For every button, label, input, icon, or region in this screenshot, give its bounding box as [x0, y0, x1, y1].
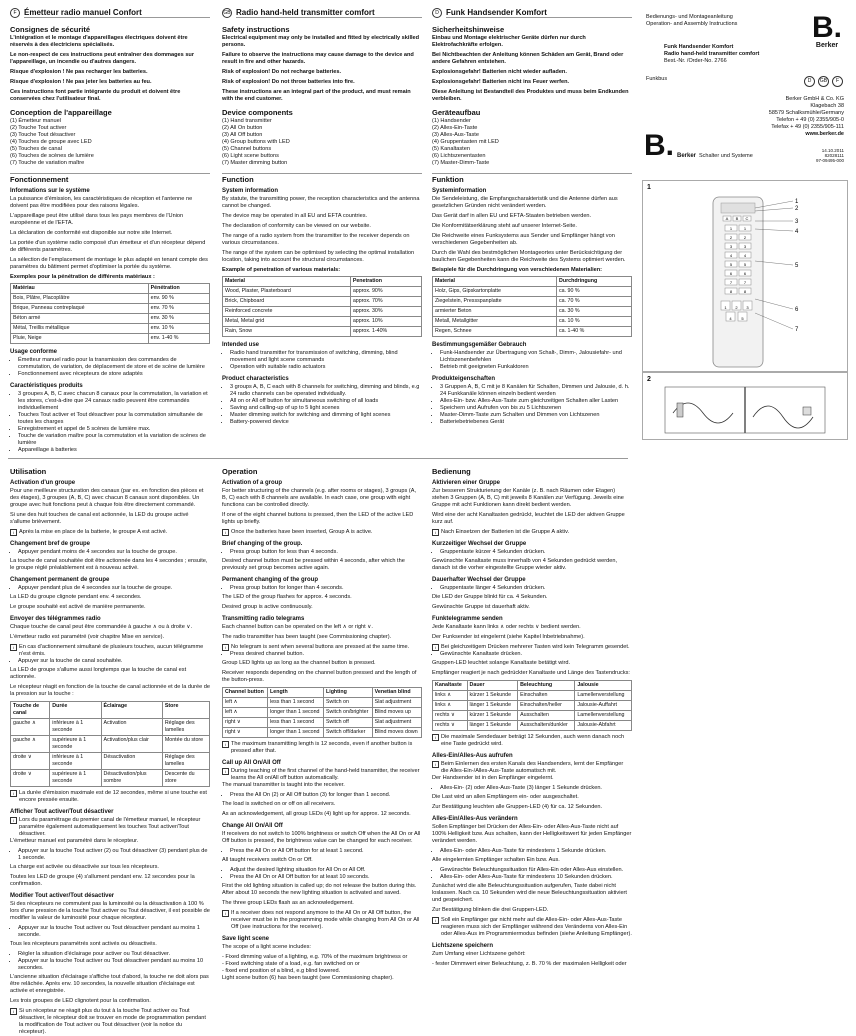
- channel-key-label: 1: [729, 225, 733, 231]
- info-icon: i: [222, 768, 229, 775]
- berker-logo: B. Berker: [812, 11, 842, 49]
- callout-4: 4: [795, 229, 799, 235]
- note: i Die maximale Sendedauer beträgt 12 Sekunden, auch wenn danach noch eine Taste gedrückt wird.: [432, 734, 632, 748]
- subheading: Systeminformation: [432, 188, 487, 194]
- info-icon: i: [10, 1008, 17, 1015]
- figure-2: [642, 372, 848, 440]
- subheading: Aktivieren einer Gruppe: [432, 480, 501, 486]
- column-german-lower: Bedienung Aktivieren einer Gruppe Zur besseren Strukturierung der Kanäle (z. B. nach Räumen oder Etagen) stehen 3 Gruppen (A, B, C) mit jeweils 8 Kanälen zur Verfügung. Jeweils eine Gruppe mit acht Funktionen kann direkt bedient werden. Wird eine der acht Kanaltasten gedrückt, leuchtet die LED der aktiven Gruppe kurz auf. i Nach Einsetzen der Batterien ist die Gruppe A aktiv. Kurzzeitiger Wechsel der Gruppe • Gruppentaste kürzer 4 Sekunden drücken. Gewünschte Kanaltaste muss innerhalb von 4 Sekunden gedrückt werden, danach ist die vorher eingestellte Gruppe wieder aktiv. Dauerhafter Wechsel der Gruppe • Gruppentaste länger 4 Sekunden drücken. Die LED der Gruppe blinkt für ca. 4 Sekunden. Gewünschte Gruppe ist dauerhaft aktiv. Funktelegramme senden Jede Kanaltaste kann links ∧ oder rechts ∨ bedient werden. Der Funksender ist eingelernt (siehe Kapitel Inbetriebnahme). i Bei gleichzeitigem Drücken mehrerer Tasten wird kein Telegramm gesendet. • Gewünschte Kanaltaste drücken. Gruppen-LED leuchtet solange Kanaltaste betätigt wird. Empfänger reagiert je nach gedrückter Kanaltaste und Länge des Tastendrucks: Kanaltaste Dauer Beleuchtung Jalousie links ∧ kürzer 1 Sekunde Einschalten Lamellenverstellung links ∧ länger 1 Sekunde Einschalten/heller Jalousie-Auffahrt rechts ∨ kürzer 1 Sekunde Ausschalten Lamellenverstellung rechts ∨ länger 1 Sekunde Ausschalten/dunkler Jalousie-Abfahrt i Die maximale Sendedauer beträgt 12 Sekunden, auch wenn danach noch eine Taste gedrückt wird. Alles-Ein/Alles-Aus aufrufen i Beim Einlernen des ersten Kanals des Handsenders, lernt der Empfänger die Alles-Ein-/Alles-Aus-Taste automatisch mit. Der Handsender ist in den Empfänger eingelernt. • Alles-Ein- (2) oder Alles-Aus-Taste (3) länger 1 Sekunde drücken. Die Last wird an allen Empfängern ein- oder ausgeschaltet. Zur Bestätigung leuchten alle Gruppen-LED (4) für ca. 12 Sekunden. Alles-Ein/Alles-Aus verändern Sollen Empfänger bei Drücken der Alles-Ein- oder Alles-Aus-Taste nicht auf 100% Helligkeit bzw. Aus schalten, kann der Helligkeitswert für jeden Empfänger verändert werden. • Alles-Ein- oder Alles-Aus-Taste für mindestens 1 Sekunde drücken. Alle eingelernten Empfänger schalten Ein bzw. Aus. • Gewünschte Beleuchtungssituation für Alles-Ein oder Alles-Aus einstellen. • Alles-Ein- oder Alles-Aus-Taste für mindestens 10 Sekunden drücken. Zunächst wird die alte Beleuchtungssituation aufgerufen, Taste dabei nicht loslassen. Nach ca. 10 Sekunden wird die neue Beleuchtungssituation aktiviert und gespeichert. Zur Bestätigung blinken die drei Gruppen-LED. i Soll ein Empfänger gar nicht mehr auf die Alles-Ein- oder Alles-Aus-Taste reagieren muss sich der Empfänger während des Veränderns von Alles-Ein oder Alles-Aus im Programmiermodus befinden (siehe Anleitung Empfänger). Lichtszene speichern Zum Umfang einer Lichtszene gehört: - fester Dimmwert einer Beleuchtung, z. B. 70 % der maximalen Helligkeit oder: [432, 462, 632, 968]
- info-icon: i: [432, 529, 439, 536]
- note: i Après la mise en place de la batterie, le groupe A est activé.: [10, 529, 210, 536]
- list: • Alles-Ein- (2) oder Alles-Aus-Taste (3) länger 1 Sekunde drücken.: [432, 785, 632, 792]
- subheading: Change All On/All Off: [222, 823, 283, 829]
- lang-badge: F: [832, 76, 843, 87]
- info-icon: i: [222, 910, 229, 917]
- note: i If a receiver does not respond anymore to the All On or All Off button, the receiver must be in the programming mode while changing from All On or All Off (see instructions for the receiver).: [222, 910, 422, 931]
- subheading: Beispiele für die Durchdringung von verschiedenen Materialien:: [432, 267, 603, 273]
- info-icon: i: [10, 644, 17, 651]
- lang-header-d: [432, 6, 632, 20]
- subheading: Usage conforme: [10, 349, 58, 355]
- list: • Appuyer sur la touche Tout activer ou Tout désactiver pendant au moins 1 seconde.: [10, 925, 210, 939]
- subheading: Permanent changing of the group: [222, 577, 319, 583]
- list: • Press group button for longer than 4 seconds.: [222, 585, 422, 592]
- note: i No telegram is sent when several buttons are pressed at the same time.: [222, 644, 422, 651]
- scene-key-label: 5: [741, 315, 744, 321]
- subheading: Envoyer des télégrammes radio: [10, 616, 101, 622]
- scene-key-label: 4: [729, 315, 732, 321]
- subheading: Produkteigenschaften: [432, 376, 496, 382]
- channel-key-label: 7: [729, 279, 733, 285]
- product-info: Funk Handsender Komfort Radio hand-held transmitter comfort Best.-Nr. /Order-No. 2766: [664, 44, 760, 64]
- info-icon: i: [10, 790, 17, 797]
- subheading: Modifier Tout activer/Tout désactiver: [10, 893, 115, 899]
- heading: Funktion: [432, 173, 632, 183]
- channel-key-label: 7: [743, 279, 747, 285]
- callout-1: 1: [795, 199, 799, 205]
- subheading: Product characteristics: [222, 376, 289, 382]
- list: (1) Hand transmitter (2) All On button (3) All Off button (4) Group buttons with LED (5) Channel buttons (6) Light scene buttons (7) Master dimming button: [222, 118, 290, 166]
- paragraph: Electrical equipment may only be installed and fitted by electrically skilled persons. Failure to observe the instructions may cause damage to the device and result in fire and other hazards. Risk of explosion! Do not recharge batteries. Risk of explosion! Do not throw batteries into fire. These instructions are an integral part of the product, and must remain with the end customer.: [222, 35, 420, 102]
- channel-key-label: 8: [729, 288, 733, 294]
- berker-logo-secondary: B. Berker Schalter und Systeme: [644, 129, 753, 162]
- subheading: Dauerhafter Wechsel der Gruppe: [432, 577, 526, 583]
- list: • Press the All On (2) or All Off button (3) for longer than 1 second.: [222, 792, 422, 799]
- subheading: Kurzzeitiger Wechsel der Gruppe: [432, 541, 527, 547]
- list: • Appuyer pendant plus de 4 secondes sur la touche de groupe.: [10, 585, 210, 592]
- subheading: Caractéristiques produits: [10, 383, 83, 389]
- list: • Alles-Ein- oder Alles-Aus-Taste für mindestens 1 Sekunde drücken.: [432, 848, 632, 855]
- figure-number: 2: [647, 376, 651, 383]
- address: Berker GmbH & Co. KG Klagebach 38 58579 Schalksmühle/Germany Telefon + 49 (0) 2355/905-0 Telefax + 49 (0) 2355/905-111 www.berker.de: [768, 96, 844, 137]
- list: • Appuyer pendant moins de 4 secondes sur la touche de groupe.: [10, 549, 210, 556]
- note: i En cas d'actionnement simultané de plusieurs touches, aucun télégramme n'est émis.: [10, 644, 210, 658]
- info-icon: i: [432, 761, 439, 768]
- channel-key-label: 2: [743, 234, 747, 240]
- note: i Si un récepteur ne réagit plus du tout à la touche Tout activer ou Tout désactiver, le récepteur doit se trouver en mode de programmation pendant la modification de Tout activer ou Tout désactiver (voir la notice du récepteur).: [10, 1008, 210, 1036]
- info-icon: i: [222, 644, 229, 651]
- subheading: Alles-Ein/Alles-Aus aufrufen: [432, 753, 513, 759]
- subheading: Call up All On/All Off: [222, 760, 281, 766]
- heading: Safety instructions: [222, 25, 290, 34]
- list: • Gruppentaste länger 4 Sekunden drücken.: [432, 585, 632, 592]
- penetration-table: Matériau Pénétration Bois, Plâtre, Placoplâtre env. 90 % Brique, Panneau contreplaqué env. 70 % Béton armé env. 30 % Métal, Treillis métallique env. 10 % Pluie, Neige env. 1-40 %: [10, 283, 210, 344]
- callout-5: 5: [795, 263, 799, 269]
- lang-header-fr: [10, 6, 210, 20]
- note: i Lors du paramétrage du premier canal de l'émetteur manuel, le récepteur paramètre également automatiquement les touches Tout activer/Tout désactiver.: [10, 817, 210, 838]
- list: • Appuyer sur la touche Tout activer (2) ou Tout désactiver (3) pendant plus de 1 seconde.: [10, 848, 210, 862]
- channel-key-label: 3: [729, 243, 733, 249]
- note: i The maximum transmitting length is 12 seconds, even if another button is pressed after that.: [222, 741, 422, 755]
- info-icon: i: [432, 644, 439, 651]
- subheading: Bestimmungsgemäßer Gebrauch: [432, 342, 527, 348]
- subheading: Brief changing of the group.: [222, 541, 303, 547]
- penetration-table: Material Durchdringung Holz, Gips, Gipskartonplatte ca. 90 % Ziegelstein, Pressspanplatte ca. 70 % armierter Beton ca. 30 % Metall, Metallgitter ca. 10 % Regen, Schnee ca. 1-40 %: [432, 276, 632, 337]
- list: • Appuyer sur la touche de canal souhaitée.: [10, 658, 210, 665]
- subheading: Exemples pour la pénétration de différents matériaux :: [10, 274, 155, 280]
- subheading: Activation of a group: [222, 480, 282, 486]
- paragraph: Si une des huit touches de canal est actionnée, la LED du groupe activé s'allume brièvement.: [10, 512, 189, 525]
- column-english: [222, 0, 422, 428]
- channel-key-label: 5: [729, 261, 733, 267]
- note: i Once the batteries have been inserted, Group A is active.: [222, 529, 422, 536]
- figure-1: [642, 180, 848, 372]
- list: • 3 groupes A, B, C avec chacun 8 canaux pour la commutation, la variation et les stores, c'est-à-dire que 24 canaux radio peuvent être commandés individuellement • Touches Tout activer et Tout désactiver pour la commutation simultanée de toutes les charges • Enregistrement et appel de 5 scènes de lumière max. • Touche de variation maître pour la commutation et la variation de scènes de lumière • Appareillage à batteries: [10, 391, 210, 454]
- lang-badge: D: [804, 76, 815, 87]
- info-icon: i: [222, 741, 229, 748]
- channel-table: Channel button Length Lighting Venetian blind left ∧ less than 1 second Switch on Slat adjustment left ∧ longer than 1 second Switch on/brighter Blind moves up right ∨ less than 1 second Switch off Slat adjustment right ∨ longer than 1 second Switch off/darker Blind moves down: [222, 687, 422, 738]
- channel-table: Kanaltaste Dauer Beleuchtung Jalousie links ∧ kürzer 1 Sekunde Einschalten Lamellenverstellung links ∧ länger 1 Sekunde Einschalten/heller Jalousie-Auffahrt rechts ∨ kürzer 1 Sekunde Ausschalten Lamellenverstellung rechts ∨ länger 1 Sekunde Ausschalten/dunkler Jalousie-Abfahrt: [432, 680, 632, 731]
- radio-range-drawing: [643, 373, 847, 439]
- lang-badge: GB: [223, 10, 231, 16]
- subheading: Alles-Ein/Alles-Aus verändern: [432, 816, 518, 822]
- channel-key-label: 3: [743, 243, 747, 249]
- language-badges: [804, 76, 843, 87]
- group-key-label: A: [725, 215, 729, 221]
- heading: Consignes de sécurité: [10, 25, 91, 34]
- channel-key-label: 8: [743, 288, 747, 294]
- channel-key-label: 4: [743, 252, 747, 258]
- list: • Adjust the desired lighting situation for All On or All Off. • Press the All On or All Off button for at least 10 seconds.: [222, 867, 422, 881]
- subheading: Changement bref de groupe: [10, 541, 91, 547]
- subheading: Example of penetration of various materials:: [222, 267, 341, 273]
- column-german: [432, 0, 632, 428]
- funkbus-label: Funkbus: [646, 76, 668, 82]
- paragraph: Pour une meilleure structuration des canaux (par ex. en fonction des pièces et des étages), 3 groupes (A, B, C) avec chacun 8 canaux sont disponibles. Un groupe avec huit fonctions peut à chaque fois être directement commandé.: [10, 488, 204, 508]
- list: • Press the All On or All Off button for at least 1 second.: [222, 848, 422, 855]
- list: • Funk-Handsender zur Übertragung von Schalt-, Dimm-, Jalousiefahr- und Lichtszenenbefehlen • Betrieb mit geeigneten Funkaktoren: [432, 350, 632, 371]
- paragraph: L'intégration et le montage d'appareillages électriques doivent être réservés à des électriciens spécialisés. Le non-respect de ces instructions peut entraîner des dommages sur l'appareillage, un incendie ou d'autres dangers. Risque d'explosion ! Ne pas recharger les batteries. Risque d'explosion ! Ne pas jeter les batteries au feu. Ces instructions font partie intégrante du produit et doivent être conservées chez l'utilisateur final.: [10, 35, 195, 102]
- list: • Gewünschte Beleuchtungssituation für Alles-Ein oder Alles-Aus einstellen. • Alles-Ein- oder Alles-Aus-Taste für mindestens 10 Sekunden drücken.: [432, 867, 632, 881]
- note: i Beim Einlernen des ersten Kanals des Handsenders, lernt der Empfänger die Alles-Ein-/Alles-Aus-Taste automatisch mit.: [432, 761, 632, 775]
- callout-2: 2: [795, 206, 799, 212]
- section-title: Radio hand-held transmitter comfort: [236, 9, 422, 18]
- section-divider: [8, 458, 628, 459]
- doc-codes: 14.10.2011 82028111 97-09495-000: [815, 148, 844, 163]
- list: • Gruppentaste kürzer 4 Sekunden drücken.: [432, 549, 632, 556]
- channel-key-label: 2: [729, 234, 733, 240]
- heading: Bedienung: [432, 467, 471, 476]
- list: • 3 groups A, B, C each with 8 channels for switching, dimming and blinds, e.g 24 radio channels can be operated individually. • All on or All off button for simultaneous switching of all loads • Saving and calling-up of up to 5 light scenes • Master dimming switch for switching and dimming of light scenes • Battery-powered device: [222, 384, 422, 426]
- scene-key-label: 3: [746, 304, 749, 310]
- subheading: Activation d'un groupe: [10, 480, 76, 486]
- heading: Device components: [222, 108, 293, 117]
- subheading: Intended use: [222, 342, 260, 348]
- info-icon: i: [432, 734, 439, 741]
- heading: Function: [222, 173, 422, 183]
- channel-key-label: 5: [743, 261, 747, 267]
- note: i Nach Einsetzen der Batterien ist die Gruppe A aktiv.: [432, 529, 632, 536]
- heading: Utilisation: [10, 467, 47, 476]
- subheading: Lichtszene speichern: [432, 943, 494, 949]
- list: • Press desired channel button.: [222, 651, 422, 658]
- heading: Fonctionnement: [10, 173, 210, 183]
- subheading: Save light scene: [222, 936, 270, 942]
- subheading: System information: [222, 188, 279, 194]
- lang-header-gb: [222, 6, 422, 20]
- figure-number: 1: [647, 184, 651, 191]
- section-title: Funk Handsender Komfort: [446, 9, 632, 18]
- note: i La durée d'émission maximale est de 12 secondes, même si une touche est encore pressée ensuite.: [10, 790, 210, 804]
- info-icon: i: [10, 817, 17, 824]
- list: (1) Handsender (2) Alles-Ein-Taste (3) Alles-Aus-Taste (4) Gruppentasten mit LED (5) Kanaltasten (6) Lichtszenentasten (7) Master-Dimm-Taste: [432, 118, 499, 166]
- heading: Operation: [222, 467, 258, 476]
- list: • Gewünschte Kanaltaste drücken.: [432, 651, 632, 658]
- info-icon: i: [432, 917, 439, 924]
- paragraph: Einbau und Montage elektrischer Geräte dürfen nur durch Elektrofachkräfte erfolgen. Bei Nichtbeachten der Anleitung können Schäden am Gerät, Brand oder andere Gefahren entstehen. Explosionsgefahr! Batterien nicht wieder aufladen. Explosionsgefahr! Batterien nicht ins Feuer werfen. Diese Anleitung ist Bestandteil des Produktes und muss beim Endkunden verbleiben.: [432, 35, 629, 102]
- lang-badge: F: [10, 8, 20, 18]
- scene-key-label: 1: [724, 304, 727, 310]
- channel-key-label: 1: [743, 225, 747, 231]
- channel-key-label: 4: [729, 252, 733, 258]
- info-icon: i: [10, 529, 17, 536]
- list: • Régler la situation d'éclairage pour activer ou Tout désactiver. • Appuyer sur la touche Tout activer ou Tout désactiver pendant au moins 10 secondes.: [10, 951, 210, 972]
- channel-key-label: 6: [729, 270, 733, 276]
- list: • 3 Gruppen A, B, C mit je 8 Kanälen für Schalten, Dimmen und Jalousie, d. h. 24 Funkkanäle können einzeln bedient werden • Alles-Ein- bzw. Alles-Aus-Taste zum gleichzeitigen Schalten aller Lasten • Speichern und Aufrufen von bis zu 5 Lichtszenen • Master-Dimm-Taste zum Schalten und Dimmen von Lichtszenen • Batteriebetriebenes Gerät: [432, 384, 632, 426]
- section-title: Émetteur radio manuel Confort: [24, 9, 210, 18]
- heading: Sicherheitshinweise: [432, 25, 505, 34]
- column-english-lower: Operation Activation of a group For better structuring of the channels (e.g. after rooms or stages), 3 groups (A, B, C) each with 8 channels are available. In each case, one group with eight functions can be controlled directly. If one of the eight channel buttons is pressed, then the LED of the active LED lights up briefly. i Once the batteries have been inserted, Group A is active. Brief changing of the group. • Press group button for less than 4 seconds. Desired channel button must be pressed within 4 seconds, after which the previously set group becomes active again. Permanent changing of the group • Press group button for longer than 4 seconds. The LED of the group flashes for approx. 4 seconds. Desired group is active continuously. Transmitting radio telegrams Each channel button can be operated on the left ∧ or right ∨. The radio transmitter has been taught (see Commissioning chapter). i No telegram is sent when several buttons are pressed at the same time. • Press desired channel button. Group LED lights up as long as the channel button is pressed. Receiver responds depending on the channel button pressed and the length of the button-press. Channel button Length Lighting Venetian blind left ∧ less than 1 second Switch on Slat adjustment left ∧ longer than 1 second Switch on/brighter Blind moves up right ∨ less than 1 second Switch off Slat adjustment right ∨ longer than 1 second Switch off/darker Blind moves down i The maximum transmitting length is 12 seconds, even if another button is pressed after that. Call up All On/All Off i During teaching of the first channel of the hand-held transmitter, the receiver learns the All on/All off button automatically. The manual transmitter is taught into the receiver. • Press the All On (2) or All Off button (3) for longer than 1 second. The load is switched on or off on all receivers. As an acknowledgement, all group LEDs (4) light up for approx. 12 seconds. Change All On/All Off If receivers do not switch to 100% brightness or switch Off when the All On or All Off button is pressed, the brightness value can be changed for each receiver. • Press the All On or All Off button for at least 1 second. All taught receivers switch On or Off. • Adjust the desired lighting situation for All On or All Off. • Press the All On or All Off button for at least 10 seconds. First the old lighting situation is called up; do not release the button during this. After about 10 seconds the new lighting situation is activated and saved. The three group LEDs flash as an acknowledgement. i If a receiver does not respond anymore to the All On or All Off button, the receiver must be in the programming mode while changing from All On or All Off (see instructions for the receiver). Save light scene The scope of a light scene includes: - Fixed dimming value of a lighting, e.g. 70% of the maximum brightness or - Fixed switching state of a load, e.g. fan switched on or - fixed end position of a blind, e.g blind lowered. Light scene button (6) has been taught (see Commissioning chapter).: [222, 462, 422, 982]
- note: i Soll ein Empfänger gar nicht mehr auf die Alles-Ein- oder Alles-Aus-Taste reagieren muss sich der Empfänger während des Veränderns von Alles-Ein oder Alles-Aus im Programmiermodus befinden (siehe Anleitung Empfänger).: [432, 917, 632, 938]
- subheading: Funktelegramme senden: [432, 616, 503, 622]
- hand-transmitter-drawing: [643, 181, 847, 371]
- callout-6: 6: [795, 307, 799, 313]
- paragraph: La puissance d'émission, les caractéristiques de réception et l'antenne ne doivent pas être modifiées pour des raisons légales. L'appareillage peut être utilisé dans tous les pays membres de l'Union européenne et de l'EFTA. La déclaration de conformité est disponible sur notre site Internet. La portée d'un système radio composé d'un émetteur et d'un récepteur dépend de différents paramètres. La sélection de l'emplacement de montage le plus adapté en tenant compte des paramètres du bâtiment permet d'optimiser la portée du système.: [10, 196, 208, 270]
- callout-3: 3: [795, 219, 799, 225]
- list: • Radio hand transmitter for transmission of switching, dimming, blind movement and light scene commands • Operation with suitable radio actuators: [222, 350, 422, 371]
- penetration-table: Material Penetration Wood, Plaster, Plasterboard approx. 90% Brick, Chipboard approx. 70% Reinforced concrete approx. 30% Metal, Metal grid approx. 10% Rain, Snow approx. 1-40%: [222, 276, 422, 337]
- column-french-lower: Utilisation Activation d'un groupe Pour une meilleure structuration des canaux (par ex. en fonction des pièces et des étages), 3 groupes (A, B, C) avec chacun 8 canaux sont disponibles. Un groupe avec huit fonctions peut à chaque fois être directement commandé. Si une des huit touches de canal est actionnée, la LED du groupe activé s'allume brièvement. i Après la mise en place de la batterie, le groupe A est activé. Changement bref de groupe • Appuyer pendant moins de 4 secondes sur la touche de groupe. La touche de canal souhaitée doit être actionnée dans les 4 secondes ; ensuite, le groupe réglé préalablement est à nouveau activé. Changement permanent de groupe • Appuyer pendant plus de 4 secondes sur la touche de groupe. La LED du groupe clignote pendant env. 4 secondes. Le groupe souhaité est activé de manière permanente. Envoyer des télégrammes radio Chaque touche de canal peut être commandée à gauche ∧ ou à droite ∨. L'émetteur radio est paramétré (voir chapitre Mise en service). i En cas d'actionnement simultané de plusieurs touches, aucun télégramme n'est émis. • Appuyer sur la touche de canal souhaitée. La LED de groupe s'allume aussi longtemps que la touche de canal est actionnée. Le récepteur réagit en fonction de la touche de canal actionnée et de la durée de la pression sur la touche : Touche de canal Durée Éclairage Store gauche ∧ inférieure à 1 seconde Activation Réglage des lamelles gauche ∧ supérieure à 1 seconde Activation/plus clair Montée du store droite ∨ inférieure à 1 seconde Désactivation Réglage des lamelles droite ∨ supérieure à 1 seconde Désactivation/plus sombre Descente du store i La durée d'émission maximale est de 12 secondes, même si une touche est encore pressée ensuite. Afficher Tout activer/Tout désactiver i Lors du paramétrage du premier canal de l'émetteur manuel, le récepteur paramètre également automatiquement les touches Tout activer/Tout désactiver. L'émetteur manuel est paramétré dans le récepteur. • Appuyer sur la touche Tout activer (2) ou Tout désactiver (3) pendant plus de 1 seconde. La charge est activée ou désactivée sur tous les récepteurs. Toutes les LED de groupe (4) s'allument pendant env. 12 secondes pour la confirmation. Modifier Tout activer/Tout désactiver Si des récepteurs ne commutent pas la luminosité ou la désactivation à 100 % lors d'une pression de la touche Tout activer ou Tout désactiver, il est possible de modifier la valeur de luminosité pour chaque récepteur. • Appuyer sur la touche Tout activer ou Tout désactiver pendant au moins 1 seconde. Tous les récepteurs paramétrés sont activés ou désactivés. • Régler la situation d'éclairage pour activer ou Tout désactiver. • Appuyer sur la touche Tout activer ou Tout désactiver pendant au moins 10 secondes. L'ancienne situation d'éclairage s'affiche tout d'abord, la touche ne doit alors pas être relâchée. Après env. 10 secondes, la nouvelle situation d'éclairage est activée et enregistrée. Les trois groupes de LED clignotent pour la confirmation. i Si un récepteur ne réagit plus du tout à la touche Tout activer ou Tout désactiver, le récepteur doit se trouver en mode de programmation pendant la modification de Tout activer ou Tout désactiver (voir la notice du récepteur).: [10, 462, 210, 1036]
- doc-header: Bedienungs- und Montageanleitung Operation- and Assembly Instructions: [646, 14, 738, 27]
- list: • Émetteur manuel radio pour la transmission des commandes de commutation, de variation, de déplacement de store et de scène de lumière • Fonctionnement avec récepteurs de store adaptés: [10, 357, 210, 378]
- subheading: Changement permanent de groupe: [10, 577, 110, 583]
- subheading: Transmitting radio telegrams: [222, 616, 305, 622]
- paragraph: Die Sendeleistung, die Empfangscharakteristik und die Antenne dürfen aus gesetzlichen Gründen nicht verändert werden. Das Gerät darf in allen EU und EFTA-Staaten betrieben werden. Die Konformitätserklärung steht auf unserer Internet-Seite. Die Reichweite eines Funksystems aus Sender und Empfänger hängt von verschiedenen Gegebenheiten ab. Durch die Wahl des bestmöglichen Montageortes unter Berücksichtigung der baulichen Gegebenheiten kann die Reichweite des Systems optimiert werden.: [432, 196, 626, 263]
- heading: Conception de l'appareillage: [10, 108, 112, 117]
- scene-key-label: 2: [735, 304, 738, 310]
- paragraph: By statute, the transmitting power, the reception characteristics and the antenna cannot be changed. The device may be operated in all EU and EFTA countries. The declaration of conformity can be viewed on our website. The range of a radio system from the transmitter to the receiver depends on various circumstances. The range of the system can be optimised by selecting the optimal installation location, taking into account the structural circumstances.: [222, 196, 420, 263]
- subheading: Informations sur le système: [10, 188, 90, 194]
- channel-table: Touche de canal Durée Éclairage Store gauche ∧ inférieure à 1 seconde Activation Réglage des lamelles gauche ∧ supérieure à 1 seconde Activation/plus clair Montée du store droite ∨ inférieure à 1 seconde Désactivation Réglage des lamelles droite ∨ supérieure à 1 seconde Désactivation/plus sombre Descente du store: [10, 701, 210, 787]
- column-french: [10, 0, 210, 456]
- channel-key-label: 6: [743, 270, 747, 276]
- group-key-label: B: [735, 215, 739, 221]
- heading: Geräteaufbau: [432, 108, 481, 117]
- group-key-label: C: [745, 215, 749, 221]
- note: i During teaching of the first channel of the hand-held transmitter, the receiver learns the All on/All off button automatically.: [222, 768, 422, 782]
- list: • Press group button for less than 4 seconds.: [222, 549, 422, 556]
- subheading: Afficher Tout activer/Tout désactiver: [10, 809, 114, 815]
- list: (1) Émetteur manuel (2) Touche Tout activer (3) Touche Tout désactiver (4) Touches de groupe avec LED (5) Touches de canal (6) Touches de scènes de lumière (7) Touche de variation maître: [10, 118, 94, 166]
- lang-badge: D: [432, 8, 442, 18]
- note: i Bei gleichzeitigem Drücken mehrerer Tasten wird kein Telegramm gesendet.: [432, 644, 632, 651]
- callout-7: 7: [795, 327, 799, 333]
- lang-badge: GB: [818, 76, 829, 87]
- info-icon: i: [222, 529, 229, 536]
